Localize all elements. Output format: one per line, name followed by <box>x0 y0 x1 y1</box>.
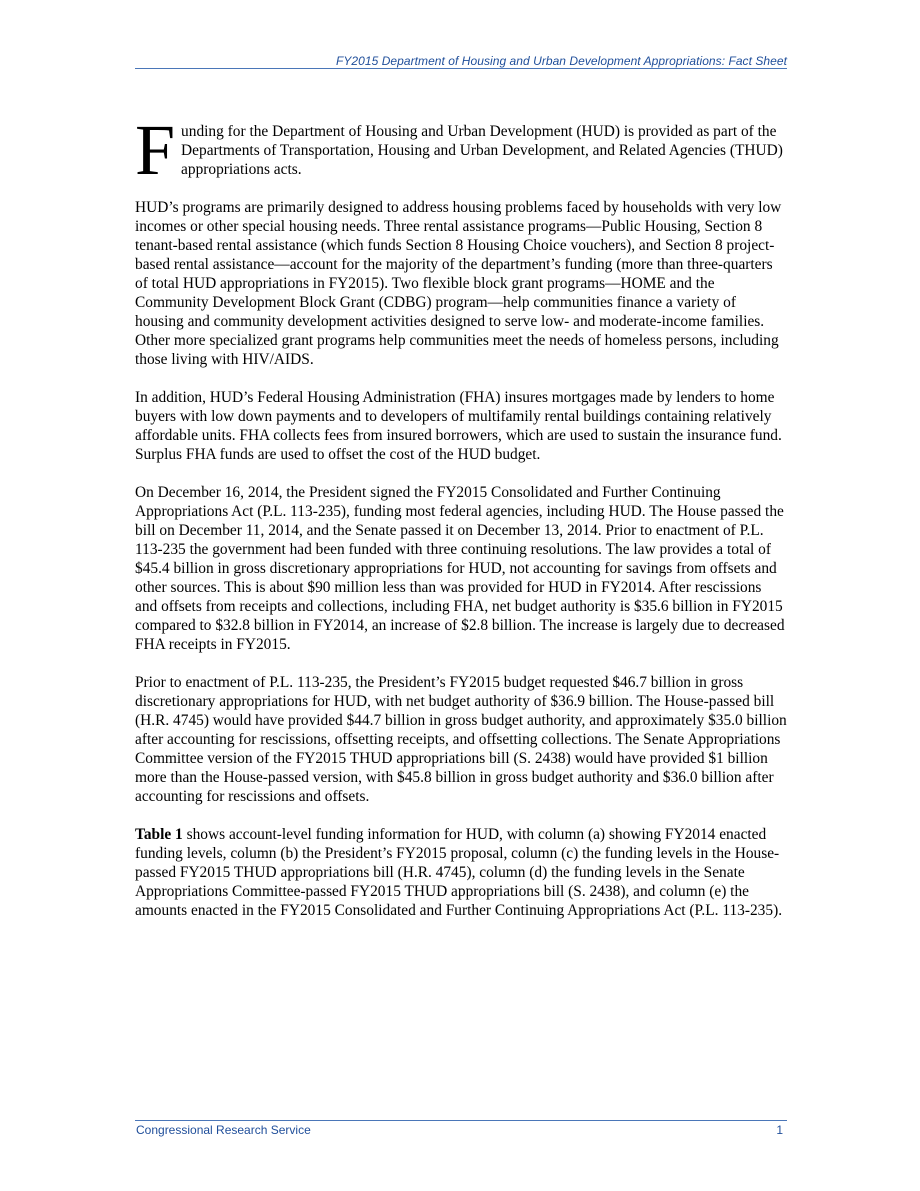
intro-text: unding for the Department of Housing and Urban Development (HUD) is provided as part of the Departments of Transportation, Housing and Urban Development, and Related Agencies (THUD) appropriations acts. <box>181 123 783 178</box>
footer-divider <box>135 1120 787 1121</box>
paragraph-enactment: On December 16, 2014, the President signed the FY2015 Consolidated and Further Continuing Appropriations Act (P.L. 113-235), funding most federal agencies, including HUD. The House passed the bill on December 11, 2014, and the Senate passed it on December 13, 2014. Prior to enactment of P.L. 113-235 the government had been funded with three continuing resolutions. The law provides a total of $45.4 billion in gross discretionary appropriations for HUD, not accounting for savings from offsets and other sources. This is about $90 million less than was provided for HUD in FY2014. After rescissions and offsets from receipts and collections, including FHA, net budget authority is $35.6 billion in FY2015 compared to $32.8 billion in FY2014, an increase of $2.8 billion. The increase is largely due to decreased FHA receipts in FY2015. <box>135 484 785 653</box>
running-header: FY2015 Department of Housing and Urban Development Appropriations: Fact Sheet <box>336 54 787 68</box>
paragraph-fha: In addition, HUD’s Federal Housing Administration (FHA) insures mortgages made by lenders to home buyers with low down payments and to developers of multifamily rental buildings containing relatively affordable units. FHA collects fees from insured borrowers, which are used to sustain the insurance fund. Surplus FHA funds are used to offset the cost of the HUD budget. <box>135 389 782 463</box>
paragraph-table-reference <box>135 825 787 920</box>
paragraph-request: Prior to enactment of P.L. 113-235, the President’s FY2015 budget requested $46.7 billion in gross discretionary appropriations for HUD, with net budget authority of $36.9 billion. The House-passed bill (H.R. 4745) would have provided $44.7 billion in gross budget authority, and approximately $35.0 billion after accounting for rescissions, offsetting receipts, and offsetting collections. The Senate Appropriations Committee version of the FY2015 THUD appropriations bill (S. 2438) would have provided $1 billion more than the House-passed version, with $45.8 billion in gross budget authority and $36.0 billion after accounting for rescissions and offsets. <box>135 674 787 805</box>
footer-source: Congressional Research Service <box>136 1123 311 1137</box>
drop-cap: F <box>135 110 176 190</box>
table-reference-text: shows account-level funding information for HUD, with column (a) showing FY2014 enacted funding levels, column (b) the President’s FY2015 proposal, column (c) the funding levels in the House-passed FY2015 THUD appropriations bill (H.R. 4745), column (d) the funding levels in the Senate Appropriations Committee-passed FY2015 THUD appropriations bill (S. 2438), and column (e) the amounts enacted in the FY2015 Consolidated and Further Continuing Appropriations Act (P.L. 113-235). <box>135 826 783 919</box>
intro-paragraph <box>135 110 787 190</box>
document-body <box>135 110 787 939</box>
header-divider <box>135 68 787 69</box>
paragraph-programs: HUD’s programs are primarily designed to address housing problems faced by households with very low incomes or other special housing needs. Three rental assistance programs—Public Housing, Section 8 tenant-based rental assistance (which funds Section 8 Housing Choice vouchers), and Section 8 project-based rental assistance—account for the majority of the department’s funding (more than three-quarters of total HUD appropriations in FY2015). Two flexible block grant programs—HOME and the Community Development Block Grant (CDBG) program—help communities finance a variety of housing and community development activities designed to serve low- and moderate-income families. Other more specialized grant programs help communities meet the needs of homeless persons, including those living with HIV/AIDS. <box>135 199 782 368</box>
page-number: 1 <box>776 1123 783 1137</box>
table-1-link[interactable]: Table 1 <box>135 826 183 843</box>
